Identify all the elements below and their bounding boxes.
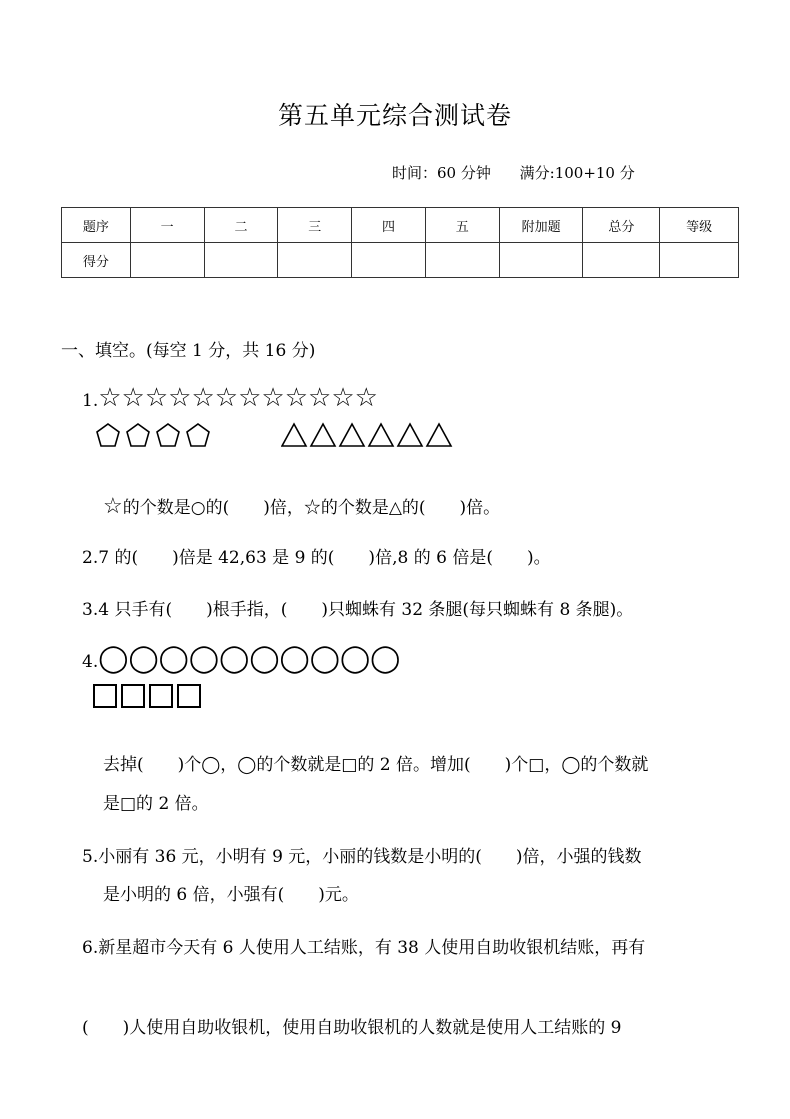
question-6-line1: 6.新星超市今天有 6 人使用人工结账，有 38 人使用自助收银机结账，再有 [82,938,646,958]
header-cell: 五 [425,208,499,243]
square-icon [92,683,206,709]
score-cell[interactable] [278,243,352,278]
question-4-line1: 去掉( )个◯，◯的个数就是□的 2 倍。增加( )个□，◯的个数就 [103,755,649,775]
question-number: 4. [82,652,99,672]
header-cell: 四 [352,208,426,243]
question-1-shapes [96,420,457,448]
question-2: 2.7 的( )倍是 42,63 是 9 的( )倍,8 的 6 倍是( )。 [82,548,551,568]
question-6-line2: ( )人使用自助收银机，使用自助收银机的人数就是使用人工结账的 9 [82,1018,622,1038]
pentagon-icons [96,420,214,448]
pentagon-icon [96,422,214,448]
header-cell: 一 [130,208,204,243]
time-limit: 时间：60 分钟 [392,164,491,182]
score-table-score-row [62,243,739,278]
score-table-header-row [62,208,739,243]
question-1-stars [82,385,378,411]
question-number: 1. [82,391,99,411]
header-cell: 等级 [660,208,739,243]
exam-meta [392,162,635,183]
section-heading: 一、填空。(每空 1 分，共 16 分) [61,341,316,361]
score-cell[interactable] [352,243,426,278]
header-cell: 题序 [62,208,131,243]
score-cell[interactable] [130,243,204,278]
page-title: 第五单元综合测试卷 [277,101,512,130]
question-4-circles [82,645,400,672]
circle-icon: ◯◯◯◯◯◯◯◯◯◯ [98,643,401,674]
header-cell: 附加题 [499,208,583,243]
question-3: 3.4 只手有( )根手指，( )只蜘蛛有 32 条腿(每只蜘蛛有 8 条腿)。 [82,600,634,620]
question-4-squares [92,683,206,713]
score-cell[interactable] [204,243,278,278]
header-cell: 二 [204,208,278,243]
score-cell[interactable] [425,243,499,278]
question-1-text: ☆的个数是○的( )倍，☆的个数是△的( )倍。 [103,494,501,519]
score-table [61,207,739,278]
row-label: 得分 [62,243,131,278]
triangle-icons [281,420,457,448]
question-5-line2: 是小明的 6 倍，小强有( )元。 [103,885,359,905]
question-5-line1: 5.小丽有 36 元，小明有 9 元，小丽的钱数是小明的( )倍，小强的钱数 [82,847,642,867]
full-score: 满分:100+10 分 [519,164,635,182]
score-cell[interactable] [583,243,660,278]
question-4-line2: 是□的 2 倍。 [103,794,209,814]
star-icon: ☆☆☆☆☆☆☆☆☆☆☆☆ [98,383,378,413]
score-cell[interactable] [499,243,583,278]
header-cell: 三 [278,208,352,243]
triangle-icon [281,422,457,448]
score-cell[interactable] [660,243,739,278]
header-cell: 总分 [583,208,660,243]
star-icon: ☆ [103,494,123,519]
